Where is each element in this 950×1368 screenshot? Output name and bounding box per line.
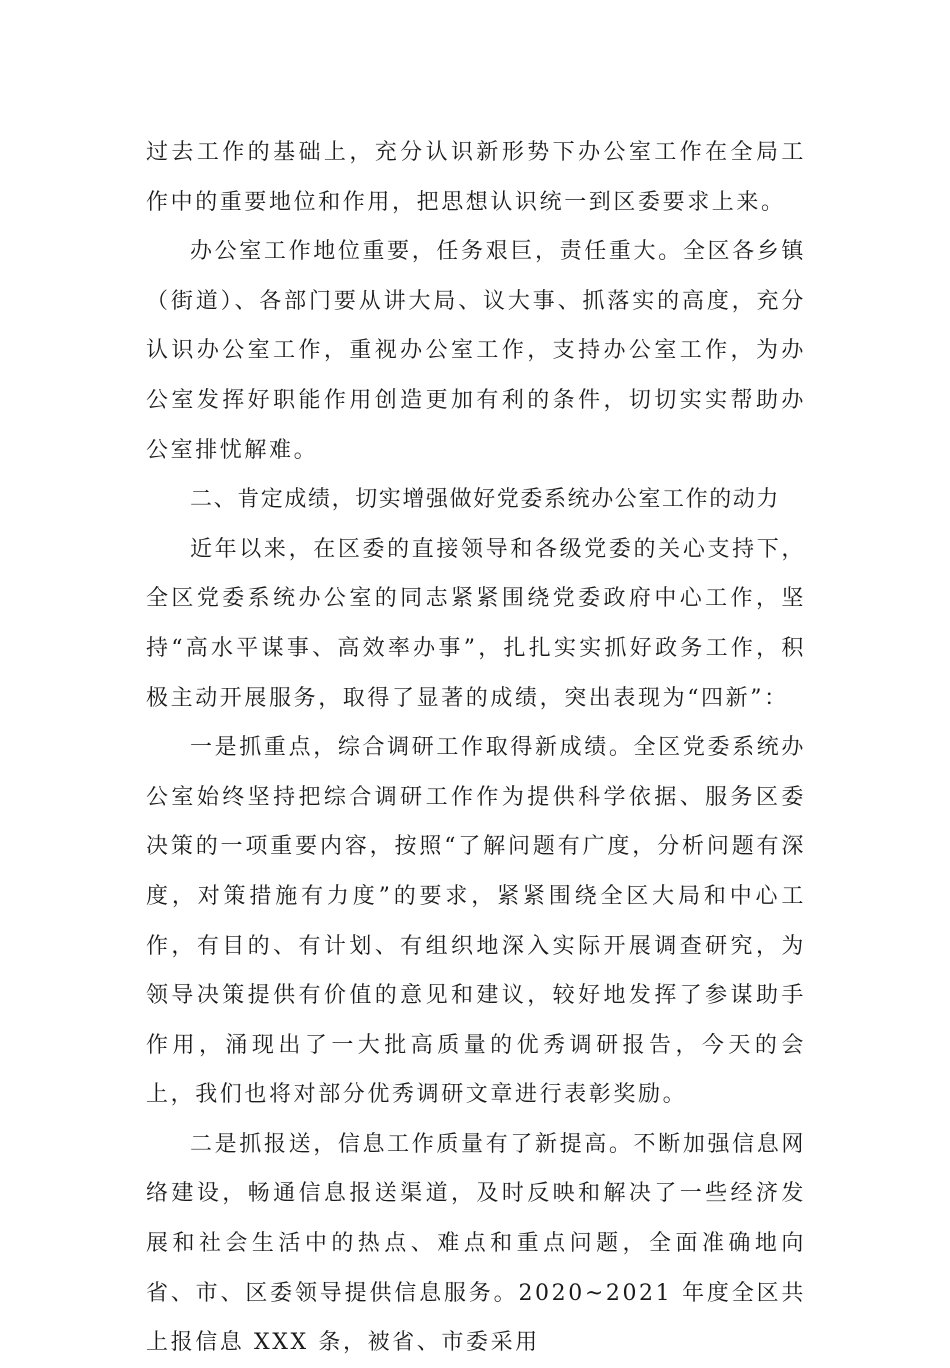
body-paragraph: 二是抓报送，信息工作质量有了新提高。不断加强信息网络建设，畅通信息报送渠道，及时反映和解决了一些经济发展和社会生活中的热点、难点和重点问题，全面准确地向省、市、区委领导提供信息服务。2020~2021 年度全区共上报信息 XXX 条，被省、市委采用 xyxy=(146,1131,806,1356)
document-page xyxy=(146,128,806,1368)
body-paragraph: 办公室工作地位重要，任务艰巨，责任重大。全区各乡镇（街道）、各部门要从讲大局、议大事、抓落实的高度，充分认识办公室工作，重视办公室工作，支持办公室工作，为办公室发挥好职能作用创造更加有利的条件，切切实实帮助办公室排忧解难。 xyxy=(146,239,806,463)
body-paragraph: 近年以来，在区委的直接领导和各级党委的关心支持下，全区党委系统办公室的同志紧紧围绕党委政府中心工作，坚持“高水平谋事、高效率办事”，扎扎实实抓好政务工作，积极主动开展服务，取得了显著的成绩，突出表现为“四新”： xyxy=(146,536,806,711)
section-heading: 二、肯定成绩，切实增强做好党委系统办公室工作的动力 xyxy=(190,487,781,513)
body-paragraph: 一是抓重点，综合调研工作取得新成绩。全区党委系统办公室始终坚持把综合调研工作作为提供科学依据、服务区委决策的一项重要内容，按照“了解问题有广度，分析问题有深度，对策措施有力度”的要求，紧紧围绕全区大局和中心工作，有目的、有计划、有组织地深入实际开展调查研究，为领导决策提供有价值的意见和建议，较好地发挥了参谋助手作用，涌现出了一大批高质量的优秀调研报告，今天的会上，我们也将对部分优秀调研文章进行表彰奖励。 xyxy=(146,735,806,1108)
body-paragraph: 过去工作的基础上，充分认识新形势下办公室工作在全局工作中的重要地位和作用，把思想认识统一到区委要求上来。 xyxy=(146,140,806,215)
